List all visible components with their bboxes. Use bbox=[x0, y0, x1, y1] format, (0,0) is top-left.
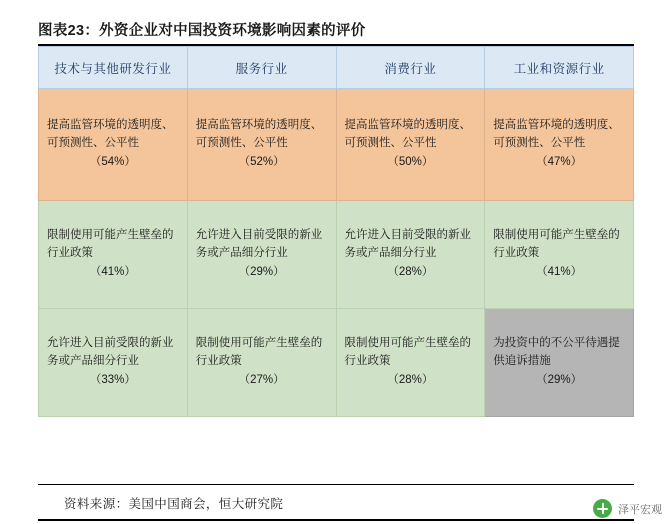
evaluation-table bbox=[38, 46, 634, 417]
table-row bbox=[39, 201, 634, 309]
table-cell bbox=[187, 89, 336, 201]
cell-text: 允许进入目前受限的新业务或产品细分行业 bbox=[195, 228, 323, 259]
cell-percent: （41%） bbox=[536, 266, 583, 279]
cell-text: 限制使用可能产生壁垒的行业政策 bbox=[195, 336, 323, 367]
column-header-consumer: 消费行业 bbox=[336, 47, 485, 89]
cell-percent: （27%） bbox=[238, 374, 285, 387]
table-cell bbox=[39, 89, 188, 201]
cell-percent: （29%） bbox=[536, 374, 583, 387]
source-divider-bottom bbox=[38, 519, 634, 521]
page-title: 图表23：外资企业对中国投资环境影响因素的评价 bbox=[38, 22, 366, 39]
cell-percent: （28%） bbox=[387, 266, 434, 279]
cell-percent: （52%） bbox=[238, 156, 285, 169]
table-cell bbox=[336, 309, 485, 417]
cell-text: 为投资中的不公平待遇提供追诉措施 bbox=[493, 336, 620, 367]
watermark bbox=[593, 499, 662, 518]
table-cell bbox=[187, 309, 336, 417]
cell-text: 限制使用可能产生壁垒的行业政策 bbox=[344, 336, 471, 367]
cell-text: 限制使用可能产生壁垒的行业政策 bbox=[493, 228, 620, 259]
watermark-label: 泽平宏观 bbox=[618, 503, 662, 516]
table-cell bbox=[485, 89, 634, 201]
cell-percent: （41%） bbox=[89, 266, 136, 279]
table-row bbox=[39, 309, 634, 417]
cell-percent: （50%） bbox=[387, 156, 434, 169]
column-header-industry-resources: 工业和资源行业 bbox=[485, 47, 634, 89]
cell-text: 允许进入目前受限的新业务或产品细分行业 bbox=[344, 228, 471, 259]
table-cell bbox=[336, 201, 485, 309]
table-cell bbox=[39, 201, 188, 309]
cell-percent: （54%） bbox=[89, 156, 136, 169]
cell-percent: （33%） bbox=[89, 374, 136, 387]
table-header-row bbox=[39, 47, 634, 89]
source-note: 资料来源：美国中国商会，恒大研究院 bbox=[64, 497, 284, 511]
source-bar bbox=[38, 486, 634, 520]
cell-text: 提高监管环境的透明度、可预测性、公平性 bbox=[47, 118, 174, 149]
source-divider-top bbox=[38, 484, 634, 485]
cell-percent: （47%） bbox=[536, 156, 583, 169]
cell-text: 提高监管环境的透明度、可预测性、公平性 bbox=[344, 118, 471, 149]
table-cell bbox=[485, 201, 634, 309]
table-cell bbox=[39, 309, 188, 417]
cell-text: 提高监管环境的透明度、可预测性、公平性 bbox=[195, 118, 323, 149]
figure-title-bar bbox=[38, 14, 634, 44]
cell-percent: （29%） bbox=[238, 266, 285, 279]
cell-percent: （28%） bbox=[387, 374, 434, 387]
cell-text: 允许进入目前受限的新业务或产品细分行业 bbox=[47, 336, 174, 367]
cell-text: 提高监管环境的透明度、可预测性、公平性 bbox=[493, 118, 620, 149]
table-cell bbox=[336, 89, 485, 201]
cell-text: 限制使用可能产生壁垒的行业政策 bbox=[47, 228, 174, 259]
column-header-service: 服务行业 bbox=[187, 47, 336, 89]
column-header-tech: 技术与其他研发行业 bbox=[39, 47, 188, 89]
table-cell bbox=[187, 201, 336, 309]
table-row bbox=[39, 89, 634, 201]
wechat-plus-icon bbox=[593, 499, 612, 518]
table-cell bbox=[485, 309, 634, 417]
